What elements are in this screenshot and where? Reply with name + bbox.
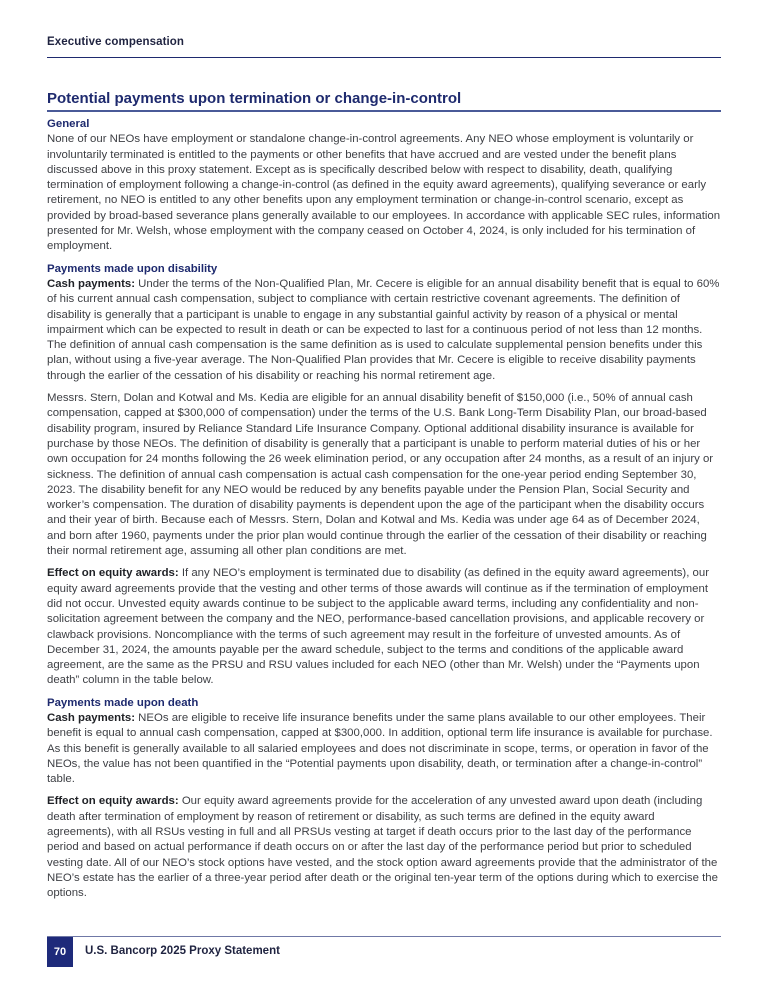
general-heading: General — [47, 118, 90, 130]
disability-ltd-paragraph: Messrs. Stern, Dolan and Kotwal and Ms. Kedia are eligible for an annual disability benefit of $150,000 (i.e., 50% of annual cash compensation, capped at $300,000 of compensation) under the terms of the U.S. Bank Long-Term Disability Plan, our broad-based disability program, insured by Reliance Standard Life Insurance Company. Optional additional disability insurance is available for purchase by those NEOs. The definition of disability is generally that a participant is unable to perform material duties of his or her own occupation for 24 months following the 26 week elimination period, or any occupation after 24 months, as a result of an injury or sickness. The definition of annual cash compensation is actual cash compensation for the one-year period ending September 30, 2023. The disability benefit for any NEO would be reduced by any benefits payable under the Pension Plan, Social Security and worker’s compensation. The duration of disability payments is dependent upon the age of the participant when the disability occurs and their year of birth. Because each of Messrs. Stern, Dolan and Kotwal and Ms. Kedia was under age 64 as of December 2024, and born after 1960, payments under the prior plan would continue through the earlier of the cessation of their disability or reaching their normal retirement age, assuming all other plan conditions are met. — [47, 392, 714, 558]
disability-equity-paragraph — [47, 566, 721, 688]
death-section — [47, 696, 721, 788]
death-equity-paragraph — [47, 794, 721, 901]
footer-divider — [47, 936, 721, 937]
document-body — [47, 117, 721, 909]
death-cash-paragraph — [47, 711, 721, 787]
footer-publication-title: U.S. Bancorp 2025 Proxy Statement — [85, 945, 280, 957]
disability-equity-text: If any NEO’s employment is terminated due to disability (as defined in the equity award agreements), our equity award agreements provide that the vesting and other terms of those awards will continue as if the termination of employment did not occur. Unvested equity awards continue to be subject to the applicable award terms, including any confidentiality and non-solicitation agreement between the company and the NEO, performance-based cancellation provisions, and applicable recovery or clawback provisions. Noncompliance with the terms of such agreement may result in the forfeiture of unvested amounts. As of December 31, 2024, the amounts payable per the award schedule, subject to the terms and conditions of the applicable award agreement, are the same as the PRSU and RSU values included for each NEO (other than Mr. Welsh) under the “Payments upon death” column in the table below. — [47, 567, 710, 687]
death-cash-text: NEOs are eligible to receive life insurance benefits under the same plans available to our other employees. Their benefit is equal to annual cash compensation, capped at $300,000. In addition, optional term life insurance is available for purchase. As this benefit is generally available to all salaried employees and does not discriminate in scope, terms, or operation in favor of the NEOs, the value has not been quantified in the “Potential payments upon disability, death, or termination after a change-in-control” table. — [47, 711, 713, 786]
disability-equity-block — [47, 566, 721, 688]
running-head: Executive compensation — [47, 36, 185, 48]
disability-ltd-block — [47, 391, 721, 559]
title-divider — [47, 110, 721, 112]
general-paragraph: None of our NEOs have employment or standalone change-in-control agreements. Any NEO whose employment is voluntarily or involuntarily terminated is entitled to the payments or other benefits that have accrued and are vested under the benefit plans discussed above in this proxy statement. Except as is specifically described below with respect to disability, death, qualifying termination of employment following a change-in-control (as defined in the equity award agreements), qualifying severance or early retirement, no NEO is entitled to any other benefits upon any employment termination or change-in-control scenario, except as provided by broad-based severance plans generally available to our employees. In accordance with applicable SEC rules, information presented for Mr. Welsh, whose employment with the company ceased on October 4, 2024, is only included for his termination of employment. — [47, 133, 721, 253]
disability-cash-label: Cash payments: — [47, 277, 135, 290]
disability-heading: Payments made upon disability — [47, 262, 218, 275]
section-title: Potential payments upon termination or change-in-control — [47, 90, 462, 107]
header-divider — [47, 57, 721, 58]
death-equity-text: Our equity award agreements provide for the acceleration of any unvested award upon death (including death after termination of employment by reason of retirement or disability, as such terms are defined in the equity award agreements), with all RSUs vesting in full and all PRSUs vesting at target if death occurs prior to the last day of the performance period and based on actual performance if death occurs on or after the last day of the performance period but prior to scheduled vesting date. All of our NEO’s stock options have vested, and the stock option award agreements provide that the administrator of the NEO’s estate has the earlier of a three-year period after death or the original ten-year term of the options during which to exercise the options. — [47, 795, 718, 900]
general-section — [47, 117, 721, 255]
disability-cash-text: Under the terms of the Non-Qualified Plan, Mr. Cecere is eligible for an annual disability benefit that is equal to 60% of his current annual cash compensation, subject to compliance with certain restrictive covenant agreements. The definition of disability is generally that a participant is unable to engage in any substantial gainful activity by reason of a physical or mental impairment which can be expected to result in death or can be expected to last for a continuous period of not less than 12 months. The definition of annual cash compensation is the same definition as is used to calculate supplemental pension benefits under this plan, without using a five-year average. The Non-Qualified Plan provides that Mr. Cecere is eligible to receive disability payments through the earlier of the cessation of his disability or reaching his normal retirement age. — [47, 277, 720, 382]
death-equity-block — [47, 794, 721, 901]
disability-section — [47, 262, 721, 384]
disability-equity-label: Effect on equity awards: — [47, 567, 179, 580]
disability-cash-paragraph — [47, 277, 721, 384]
death-cash-label: Cash payments: — [47, 711, 135, 724]
death-heading: Payments made upon death — [47, 696, 199, 709]
page-number-badge: 70 — [47, 937, 73, 967]
death-equity-label: Effect on equity awards: — [47, 795, 179, 808]
